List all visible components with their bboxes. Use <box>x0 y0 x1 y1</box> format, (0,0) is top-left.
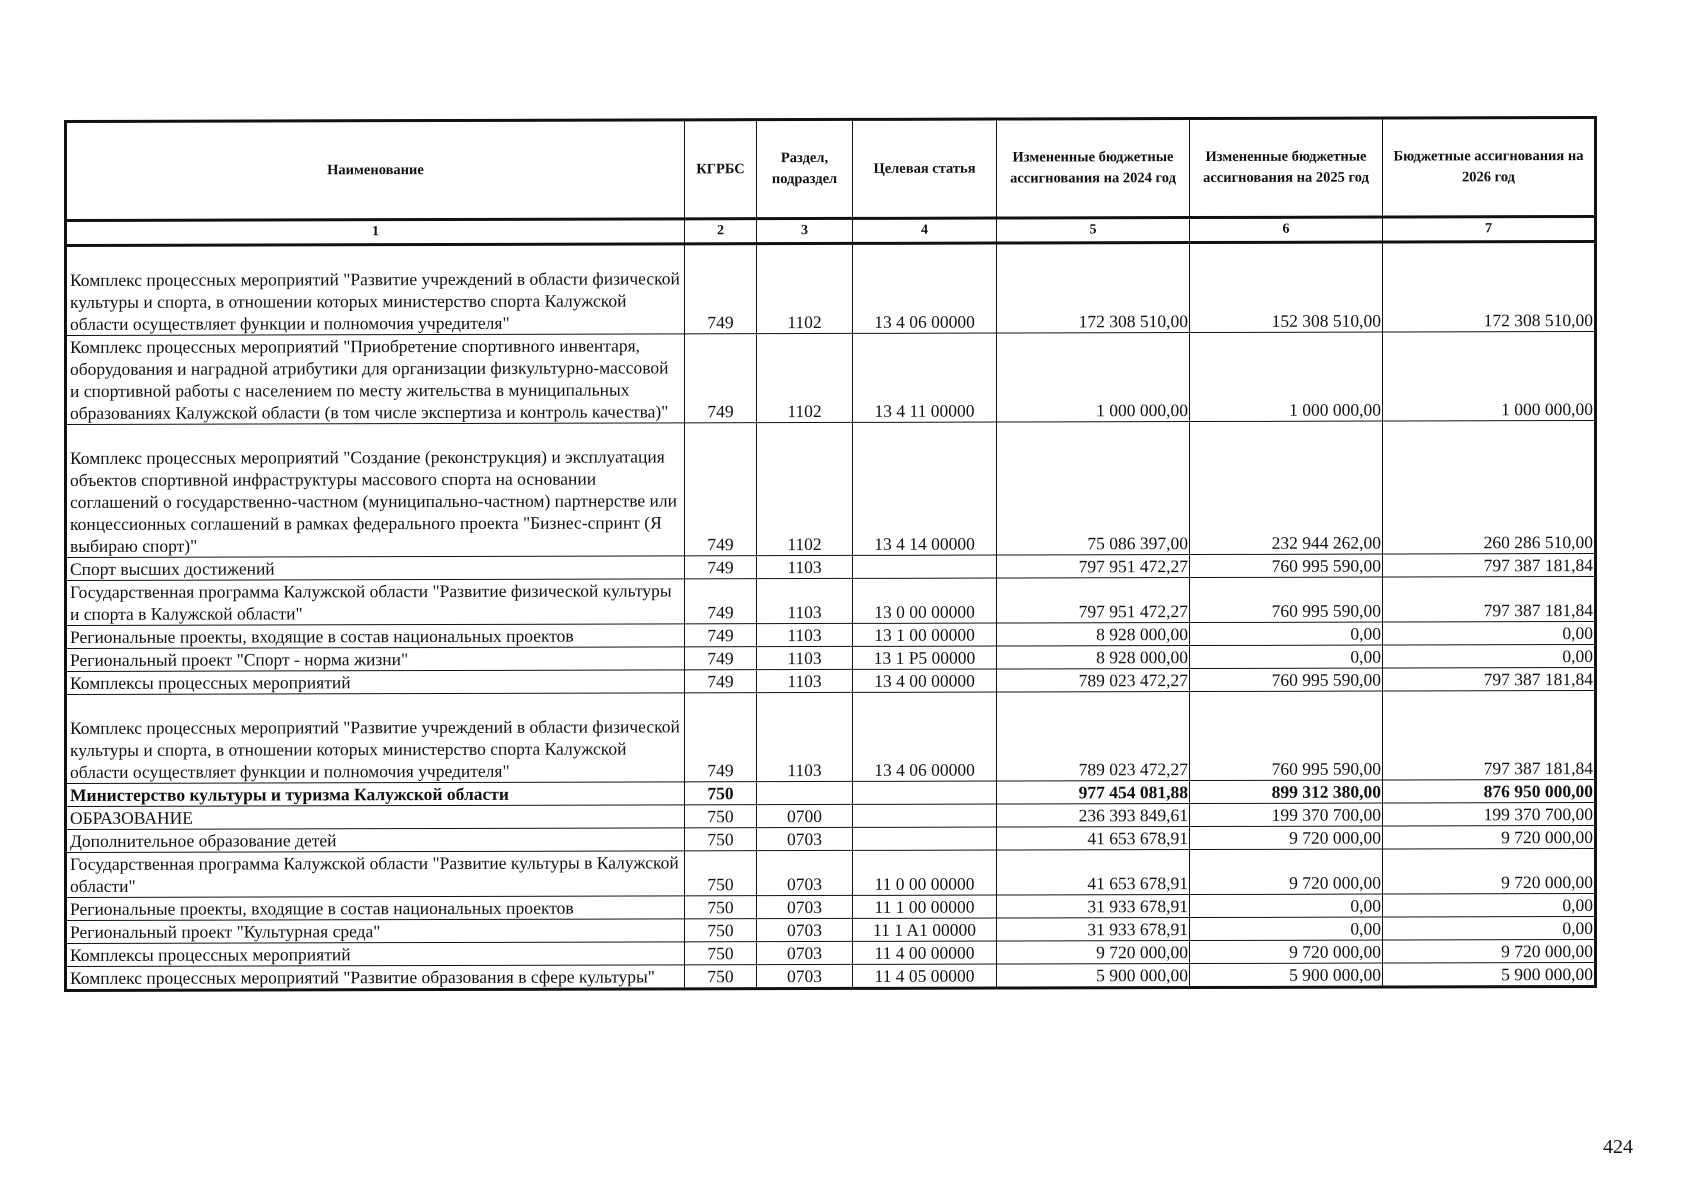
row-name: Комплексы процессных мероприятий <box>66 942 685 967</box>
row-2024: 5 900 000,00 <box>997 964 1190 989</box>
column-number: 3 <box>757 218 853 243</box>
row-section: 0703 <box>757 941 853 964</box>
row-name: Государственная программа Калужской области "Развитие культуры в Калужской области" <box>66 851 685 898</box>
row-kgrbs: 750 <box>685 965 757 989</box>
row-2025: 760 995 590,00 <box>1190 691 1383 781</box>
row-name: Государственная программа Калужской области "Развитие физической культуры и спорта в Калужской области" <box>66 579 685 626</box>
row-kgrbs: 750 <box>685 828 757 851</box>
row-2025: 760 995 590,00 <box>1190 668 1383 692</box>
row-section: 0703 <box>757 895 853 918</box>
page-number: 424 <box>1603 1136 1633 1158</box>
row-2025: 152 308 510,00 <box>1190 242 1383 333</box>
row-target: 13 1 00 00000 <box>853 623 997 646</box>
budget-table <box>64 116 1597 992</box>
row-section: 0700 <box>757 804 853 827</box>
row-2024: 8 928 000,00 <box>997 623 1190 647</box>
row-kgrbs: 749 <box>685 647 757 670</box>
row-name <box>66 244 685 336</box>
row-target: 11 0 00 00000 <box>853 850 997 895</box>
row-section: 1103 <box>757 555 853 578</box>
header-target: Целевая статья <box>853 119 997 218</box>
table-row <box>66 962 1596 990</box>
row-2024: 9 720 000,00 <box>997 941 1190 965</box>
row-section: 0703 <box>757 918 853 941</box>
row-kgrbs: 749 <box>685 579 757 624</box>
row-2026: 9 720 000,00 <box>1383 939 1596 963</box>
row-2025: 199 370 700,00 <box>1190 803 1383 827</box>
row-section <box>757 781 853 804</box>
row-2026: 0,00 <box>1383 893 1596 917</box>
row-kgrbs: 750 <box>685 805 757 828</box>
row-2025: 760 995 590,00 <box>1190 577 1383 623</box>
table-row <box>66 241 1596 335</box>
row-2026: 199 370 700,00 <box>1383 802 1596 826</box>
table-row <box>66 802 1596 829</box>
row-2026: 1 000 000,00 <box>1383 331 1596 421</box>
row-name: ОБРАЗОВАНИЕ <box>66 805 685 830</box>
row-target: 11 1 A1 00000 <box>853 918 997 941</box>
row-2025: 9 720 000,00 <box>1190 826 1383 850</box>
row-name: Региональные проекты, входящие в состав национальных проектов <box>66 896 685 921</box>
table-row <box>66 825 1596 852</box>
row-section: 1103 <box>757 669 853 692</box>
row-2024: 236 393 849,61 <box>997 804 1190 828</box>
row-2024: 789 023 472,27 <box>997 692 1190 782</box>
row-section: 1103 <box>757 692 853 781</box>
row-2026: 876 950 000,00 <box>1383 779 1596 803</box>
table-row <box>66 644 1596 671</box>
row-section: 0703 <box>757 827 853 850</box>
table-row <box>66 576 1596 625</box>
row-name: Комплекс процессных мероприятий "Приобретение спортивного инвентаря, оборудования и наградной атрибутики для организации физкультурно-массовой и спортивной работы с населением по месту жительства в муниципальных образованиях Калужской области (в том числе экспертиза и контроль качества)" <box>66 334 685 425</box>
row-name: Региональный проект "Спорт - норма жизни" <box>66 647 685 672</box>
header-2024: Измененные бюджетные ассигнования на 2024 год <box>997 119 1190 219</box>
header-name: Наименование <box>66 120 685 221</box>
column-number: 4 <box>853 218 997 243</box>
row-target: 13 4 00 00000 <box>853 669 997 692</box>
row-target <box>853 827 997 850</box>
row-2024: 1 000 000,00 <box>997 333 1190 423</box>
table-row <box>66 420 1596 557</box>
row-2025: 9 720 000,00 <box>1190 940 1383 964</box>
row-2024: 172 308 510,00 <box>997 243 1190 334</box>
row-name: Министерство культуры и туризма Калужской области <box>66 782 685 807</box>
row-name: Дополнительное образование детей <box>66 828 685 853</box>
row-section: 1103 <box>757 578 853 623</box>
row-name-text: Комплекс процессных мероприятий "Развитие учреждений в области физической культуры и спорта, в отношении которых министерство спорта Калужской области осуществляет функции и полномочия учредителя" <box>70 716 680 782</box>
row-section: 1103 <box>757 623 853 646</box>
row-2026: 172 308 510,00 <box>1383 241 1596 332</box>
row-target <box>853 781 997 804</box>
row-2026: 797 387 181,84 <box>1383 576 1596 622</box>
row-name <box>66 423 685 558</box>
column-number: 7 <box>1383 216 1596 242</box>
row-2025: 232 944 262,00 <box>1190 421 1383 555</box>
table-row <box>66 848 1596 897</box>
row-section: 0703 <box>757 964 853 988</box>
table-row <box>66 779 1596 806</box>
row-target: 13 4 11 00000 <box>853 333 997 422</box>
row-2024: 797 951 472,27 <box>997 578 1190 624</box>
row-2025: 0,00 <box>1190 894 1383 918</box>
row-name: Региональный проект "Культурная среда" <box>66 919 685 944</box>
row-target: 13 4 14 00000 <box>853 422 997 555</box>
row-2024: 41 653 678,91 <box>997 827 1190 851</box>
row-2024: 797 951 472,27 <box>997 555 1190 579</box>
header-kgrbs: КГРБС <box>685 120 757 219</box>
row-kgrbs: 750 <box>685 851 757 896</box>
table-row <box>66 939 1596 966</box>
row-target <box>853 804 997 827</box>
row-target: 13 4 06 00000 <box>853 692 997 781</box>
row-2025: 899 312 380,00 <box>1190 780 1383 804</box>
row-2026: 9 720 000,00 <box>1383 825 1596 849</box>
row-2026: 260 286 510,00 <box>1383 420 1596 554</box>
row-2026: 0,00 <box>1383 621 1596 645</box>
table-row <box>66 621 1596 648</box>
table-row <box>66 690 1596 783</box>
row-name: Спорт высших достижений <box>66 556 685 581</box>
row-kgrbs: 749 <box>685 670 757 693</box>
row-name <box>66 693 685 784</box>
row-name-text: Комплекс процессных мероприятий "Развитие учреждений в области физической культуры и спорта, в отношении которых министерство спорта Калужской области осуществляет функции и полномочия учредителя" <box>70 268 680 334</box>
row-2024: 8 928 000,00 <box>997 646 1190 670</box>
row-2025: 1 000 000,00 <box>1190 332 1383 422</box>
row-2024: 75 086 397,00 <box>997 422 1190 556</box>
table-row <box>66 667 1596 694</box>
row-kgrbs: 749 <box>685 423 757 556</box>
row-2026: 797 387 181,84 <box>1383 553 1596 577</box>
row-kgrbs: 749 <box>685 624 757 647</box>
row-2024: 789 023 472,27 <box>997 669 1190 693</box>
row-kgrbs: 749 <box>685 334 757 423</box>
row-2025: 0,00 <box>1190 645 1383 669</box>
row-2026: 0,00 <box>1383 916 1596 940</box>
row-target: 13 4 06 00000 <box>853 243 997 333</box>
table-row <box>66 331 1596 424</box>
row-2025: 0,00 <box>1190 622 1383 646</box>
row-2025: 5 900 000,00 <box>1190 963 1383 988</box>
column-number: 5 <box>997 218 1190 244</box>
table-row <box>66 553 1596 580</box>
row-2026: 797 387 181,84 <box>1383 690 1596 780</box>
row-kgrbs: 750 <box>685 919 757 942</box>
row-target: 11 4 00 00000 <box>853 941 997 964</box>
row-2024: 31 933 678,91 <box>997 918 1190 942</box>
row-kgrbs: 750 <box>685 896 757 919</box>
row-2026: 797 387 181,84 <box>1383 667 1596 691</box>
row-section: 1103 <box>757 646 853 669</box>
row-2025: 9 720 000,00 <box>1190 849 1383 895</box>
row-name: Региональные проекты, входящие в состав национальных проектов <box>66 624 685 649</box>
column-number: 6 <box>1190 217 1383 243</box>
header-2025: Измененные бюджетные ассигнования на 2025 год <box>1190 118 1383 218</box>
table-row <box>66 916 1596 943</box>
row-target: 11 1 00 00000 <box>853 895 997 918</box>
row-2026: 0,00 <box>1383 644 1596 668</box>
row-kgrbs: 749 <box>685 556 757 579</box>
row-2024: 41 653 678,91 <box>997 850 1190 896</box>
row-kgrbs: 749 <box>685 693 757 782</box>
row-name-text: Комплекс процессных мероприятий "Создание (реконструкция) и эксплуатация объектов спортивной инфраструктуры массового спорта на основании соглашений о государственно-частном (муниципально-частном) партнерстве или концессионных соглашений в рамках федерального проекта "Бизнес-спринт (Я выбираю спорт)" <box>70 446 678 556</box>
row-2024: 977 454 081,88 <box>997 781 1190 805</box>
row-target <box>853 555 997 578</box>
row-section: 0703 <box>757 850 853 895</box>
row-2025: 0,00 <box>1190 917 1383 941</box>
row-kgrbs: 749 <box>685 244 757 334</box>
row-name: Комплекс процессных мероприятий "Развитие образования в сфере культуры" <box>66 965 685 991</box>
table-row <box>66 893 1596 920</box>
row-section: 1102 <box>757 422 853 555</box>
row-section: 1102 <box>757 333 853 422</box>
row-2026: 5 900 000,00 <box>1383 962 1596 987</box>
header-section: Раздел, подраздел <box>757 119 853 218</box>
row-name: Комплексы процессных мероприятий <box>66 670 685 695</box>
row-section: 1102 <box>757 243 853 333</box>
row-2026: 9 720 000,00 <box>1383 848 1596 894</box>
row-target: 13 1 P5 00000 <box>853 646 997 669</box>
column-number: 2 <box>685 219 757 244</box>
header-2026: Бюджетные ассигнования на 2026 год <box>1383 117 1596 217</box>
row-2025: 760 995 590,00 <box>1190 554 1383 578</box>
row-kgrbs: 750 <box>685 782 757 805</box>
row-target: 11 4 05 00000 <box>853 964 997 988</box>
row-kgrbs: 750 <box>685 942 757 965</box>
row-target: 13 0 00 00000 <box>853 578 997 623</box>
row-2024: 31 933 678,91 <box>997 895 1190 919</box>
column-number: 1 <box>66 219 685 246</box>
